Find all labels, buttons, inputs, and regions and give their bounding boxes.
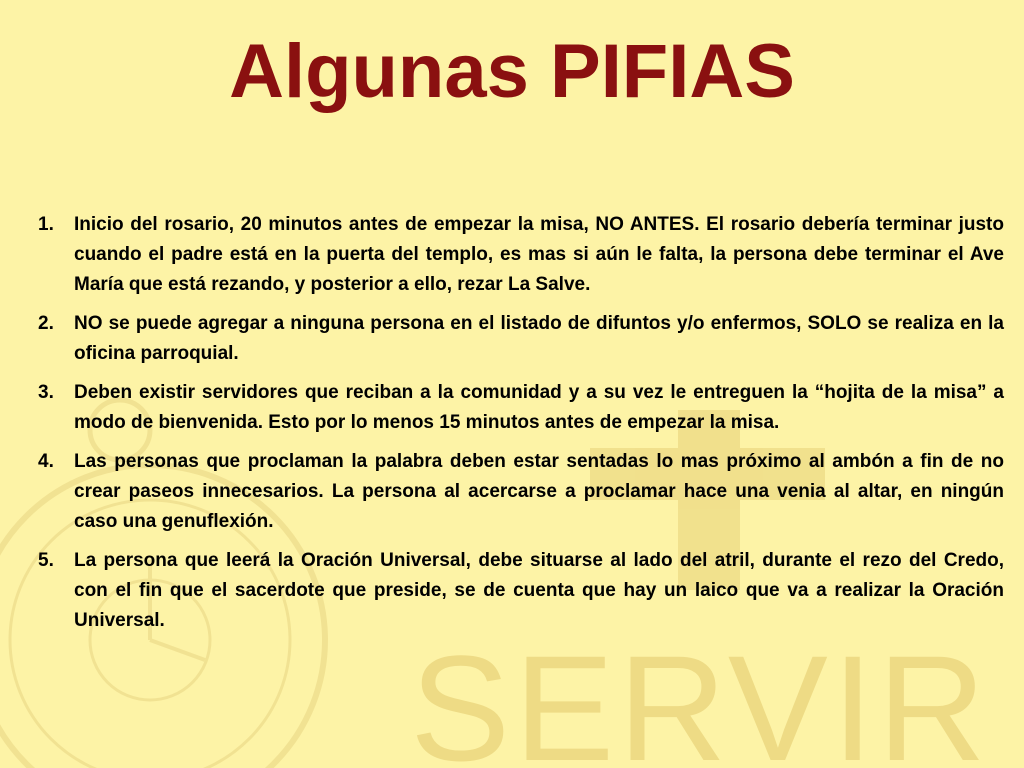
list-item-text: Deben existir servidores que reciban a la comunidad y a su vez le entreguen la “hojita de la misa” a modo de bienvenida. Esto por lo menos 15 minutos antes de empezar la misa. [74,382,1004,433]
list-item [38,447,1004,537]
list-item-text: Inicio del rosario, 20 minutos antes de empezar la misa, NO ANTES. El rosario debería terminar justo cuando el padre está en la puerta del templo, es mas si aún le falta, la persona debe terminar el Ave María que está rezando, y posterior a ello, rezar La Salve. [74,214,1004,295]
list-item-number: 5. [38,550,54,571]
pifias-list [38,210,1004,645]
list-item [38,546,1004,636]
list-item [38,210,1004,300]
slide-title: Algunas PIFIAS [229,29,795,114]
servir-watermark: SERVIR [410,624,990,768]
list-item-text: Las personas que proclaman la palabra deben estar sentadas lo mas próximo al ambón a fin de no crear paseos innecesarios. La persona al acercarse a proclamar hace una venia al altar, en ningún caso una genuflexión. [74,451,1004,532]
list-item-number: 2. [38,313,54,334]
list-item-text: NO se puede agregar a ninguna persona en el listado de difuntos y/o enfermos, SOLO se realiza en la oficina parroquial. [74,313,1004,364]
list-item [38,309,1004,369]
list-item-text: La persona que leerá la Oración Universal, debe situarse al lado del atril, durante el rezo del Credo, con el fin que el sacerdote que preside, se de cuenta que hay un laico que va a realizar la Oración Universal. [74,550,1004,631]
list-item-number: 3. [38,382,54,403]
list-item [38,378,1004,438]
list-item-number: 1. [38,214,54,235]
list-item-number: 4. [38,451,54,472]
